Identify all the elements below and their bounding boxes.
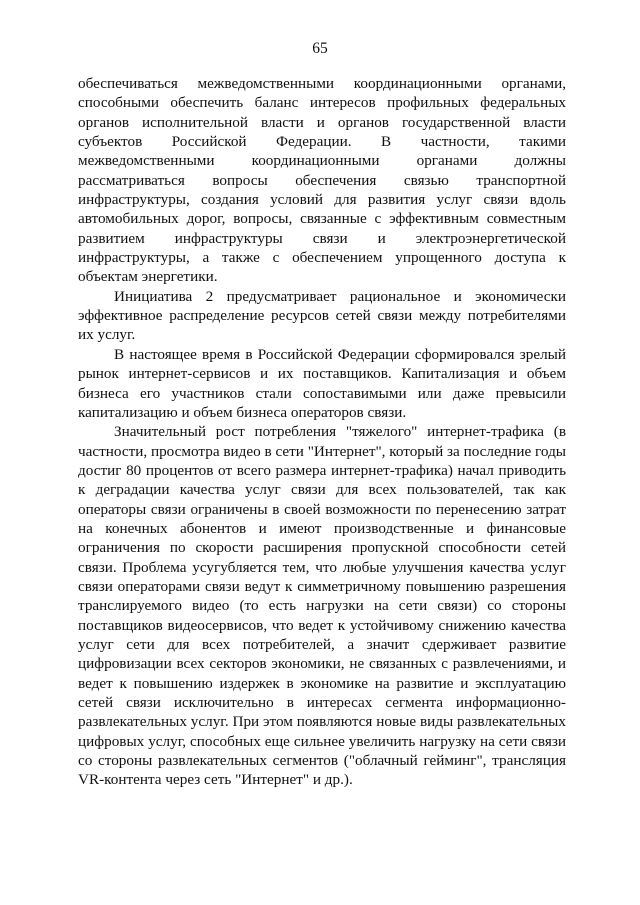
paragraph: Значительный рост потребления "тяжелого" интернет-трафика (в частности, просмотра видео в сети "Интернет", который за последние годы достиг 80 процентов от всего размера интернет-трафика) начал приводить к деградации качества услуг связи для всех пользователей, так как операторы связи ограничены в своей возможности по перенесению затрат на конечных абонентов и имеют производственные и финансовые ограничения по скорости расширения пропускной способности сетей связи. Проблема усугубляется тем, что любые улучшения качества услуг связи операторами связи ведут к симметричному повышению разрешения транслируемого видео (то есть нагрузки на сети связи) со стороны поставщиков видеосервисов, что ведет к устойчивому снижению качества услуг сети для всех потребителей, а значит сдерживает развитие цифровизации всех секторов экономики, не связанных с развлечениями, и ведет к повышению издержек в экономике на развитие и эксплуатацию сетей связи исключительно в интересах сегмента информационно-развлекательных услуг. При этом появляются новые виды развлекательных цифровых услуг, способных еще сильнее увеличить нагрузку на сети связи со стороны развлекательных сегментов ("облачный гейминг", трансляция VR-контента через сеть "Интернет" и др.). — [78, 423, 566, 789]
paragraph: В настоящее время в Российской Федерации сформировался зрелый рынок интернет-сервисов и их поставщиков. Капитализация и объем бизнеса его участников стали сопоставимыми или даже превысили капитализацию и объем бизнеса операторов связи. — [78, 345, 566, 421]
body-text — [78, 74, 566, 790]
paragraph: Инициатива 2 предусматривает рациональное и экономически эффективное распределение ресурсов сетей связи между потребителями их услуг. — [78, 287, 566, 344]
page-number: 65 — [312, 40, 328, 57]
paragraph: обеспечиваться межведомственными координационными органами, способными обеспечить баланс интересов профильных федеральных органов исполнительной власти и органов государственной власти субъектов Российской Федерации. В частности, такими межведомственными координационными органами должны рассматриваться вопросы обеспечения связью транспортной инфраструктуры, создания условий для развития услуг связи вдоль автомобильных дорог, вопросы, связанные с эффективным совместным развитием инфраструктуры связи и электроэнергетической инфраструктуры, а также с обеспечением упрощенного доступа к объектам энергетики. — [78, 75, 566, 286]
